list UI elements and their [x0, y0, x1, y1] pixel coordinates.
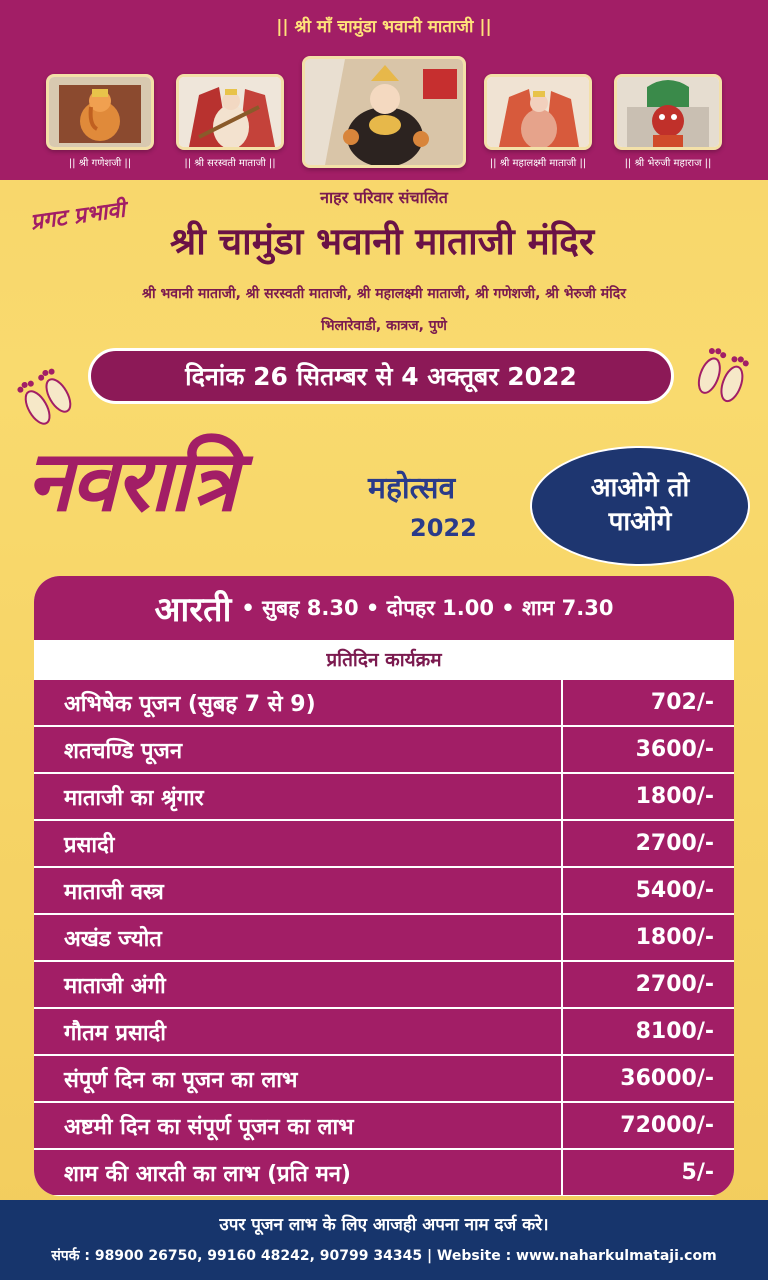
puja-name: अभिषेक पूजन (सुबह 7 से 9) — [34, 680, 563, 725]
organizer-text: नाहर परिवार संचालित — [320, 188, 448, 207]
table-row — [34, 678, 734, 725]
table-row — [34, 1101, 734, 1148]
aarti-timings: • सुबह 8.30 • दोपहर 1.00 • शाम 7.30 — [241, 596, 614, 620]
table-row — [34, 1007, 734, 1054]
table-row — [34, 772, 734, 819]
puja-price: 1800/- — [563, 915, 734, 960]
slogan-badge — [530, 446, 750, 566]
schedule-card — [34, 576, 734, 1196]
deity-ganesh-caption: || श्री गणेशजी || — [68, 158, 132, 169]
puja-name: अखंड ज्योत — [34, 915, 563, 960]
deity-chamunda-image — [302, 56, 466, 168]
address-text: भिलारेवाडी, कात्रज, पुणे — [321, 318, 447, 334]
puja-price: 5/- — [563, 1150, 734, 1195]
puja-name: माताजी का श्रृंगार — [34, 774, 563, 819]
deity-mahalaxmi-image — [484, 74, 592, 150]
puja-name: संपूर्ण दिन का पूजन का लाभ — [34, 1056, 563, 1101]
footer-call-to-action: उपर पूजन लाभ के लिए आजही अपना नाम दर्ज करे। — [219, 1215, 549, 1235]
puja-price: 3600/- — [563, 727, 734, 772]
puja-price: 72000/- — [563, 1103, 734, 1148]
table-row — [34, 1148, 734, 1195]
deity-chamunda — [302, 56, 466, 168]
deity-saraswati-image — [176, 74, 284, 150]
deity-saraswati — [176, 74, 284, 169]
table-row — [34, 819, 734, 866]
slogan-line2: पाओगे — [608, 507, 672, 537]
deity-saraswati-caption: || श्री सरस्वती माताजी || — [184, 158, 276, 169]
puja-name: माताजी अंगी — [34, 962, 563, 1007]
event-date-text: दिनांक 26 सितम्बर से 4 अक्तूबर 2022 — [185, 362, 577, 391]
table-row — [34, 866, 734, 913]
puja-price: 1800/- — [563, 774, 734, 819]
puja-name: माताजी वस्त्र — [34, 868, 563, 913]
puja-name: शाम की आरती का लाभ (प्रति मन) — [34, 1150, 563, 1195]
table-row — [34, 913, 734, 960]
schedule-heading: प्रतिदिन कार्यक्रम — [34, 640, 734, 678]
table-row — [34, 725, 734, 772]
deity-ganesh — [46, 74, 154, 169]
tagline-text: प्रगट प्रभावी — [28, 197, 127, 236]
event-date-banner — [88, 348, 674, 404]
footprints-right-icon — [686, 340, 758, 412]
puja-name: अष्टमी दिन का संपूर्ण पूजन का लाभ — [34, 1103, 563, 1148]
puja-price: 2700/- — [563, 962, 734, 1007]
deity-mahalaxmi-caption: || श्री महालक्ष्मी माताजी || — [489, 158, 587, 169]
event-year: 2022 — [410, 514, 477, 542]
puja-price: 5400/- — [563, 868, 734, 913]
puja-price: 702/- — [563, 680, 734, 725]
footer-contact: संपर्क : 98900 26750, 99160 48242, 90799 34345 | Website : www.naharkulmataji.com — [51, 1248, 717, 1264]
aarti-label: आरती — [154, 590, 232, 630]
deities-list: श्री भवानी माताजी, श्री सरस्वती माताजी, श्री महालक्ष्मी माताजी, श्री गणेशजी, श्री भेरुजी मंदिर — [142, 286, 626, 302]
table-row — [34, 1054, 734, 1101]
deity-bheruji — [614, 74, 722, 169]
event-title: नवरात्रि — [26, 432, 236, 530]
puja-name: गौतम प्रसादी — [34, 1009, 563, 1054]
deity-bheruji-caption: || श्री भेरुजी महाराज || — [624, 158, 712, 169]
table-row — [34, 960, 734, 1007]
puja-name: शतचण्डि पूजन — [34, 727, 563, 772]
aarti-timings-bar — [34, 576, 734, 640]
deity-ganesh-image — [46, 74, 154, 150]
puja-name: प्रसादी — [34, 821, 563, 866]
puja-price: 36000/- — [563, 1056, 734, 1101]
puja-price: 8100/- — [563, 1009, 734, 1054]
puja-price: 2700/- — [563, 821, 734, 866]
deity-bheruji-image — [614, 74, 722, 150]
slogan-line1: आओगे तो — [590, 473, 690, 504]
temple-name: श्री चामुंडा भवानी माताजी मंदिर — [170, 220, 595, 263]
header-title: || श्री माँ चामुंडा भवानी माताजी || — [276, 17, 492, 37]
deity-mahalaxmi — [484, 74, 592, 169]
event-subtitle: महोत्सव — [368, 471, 456, 506]
